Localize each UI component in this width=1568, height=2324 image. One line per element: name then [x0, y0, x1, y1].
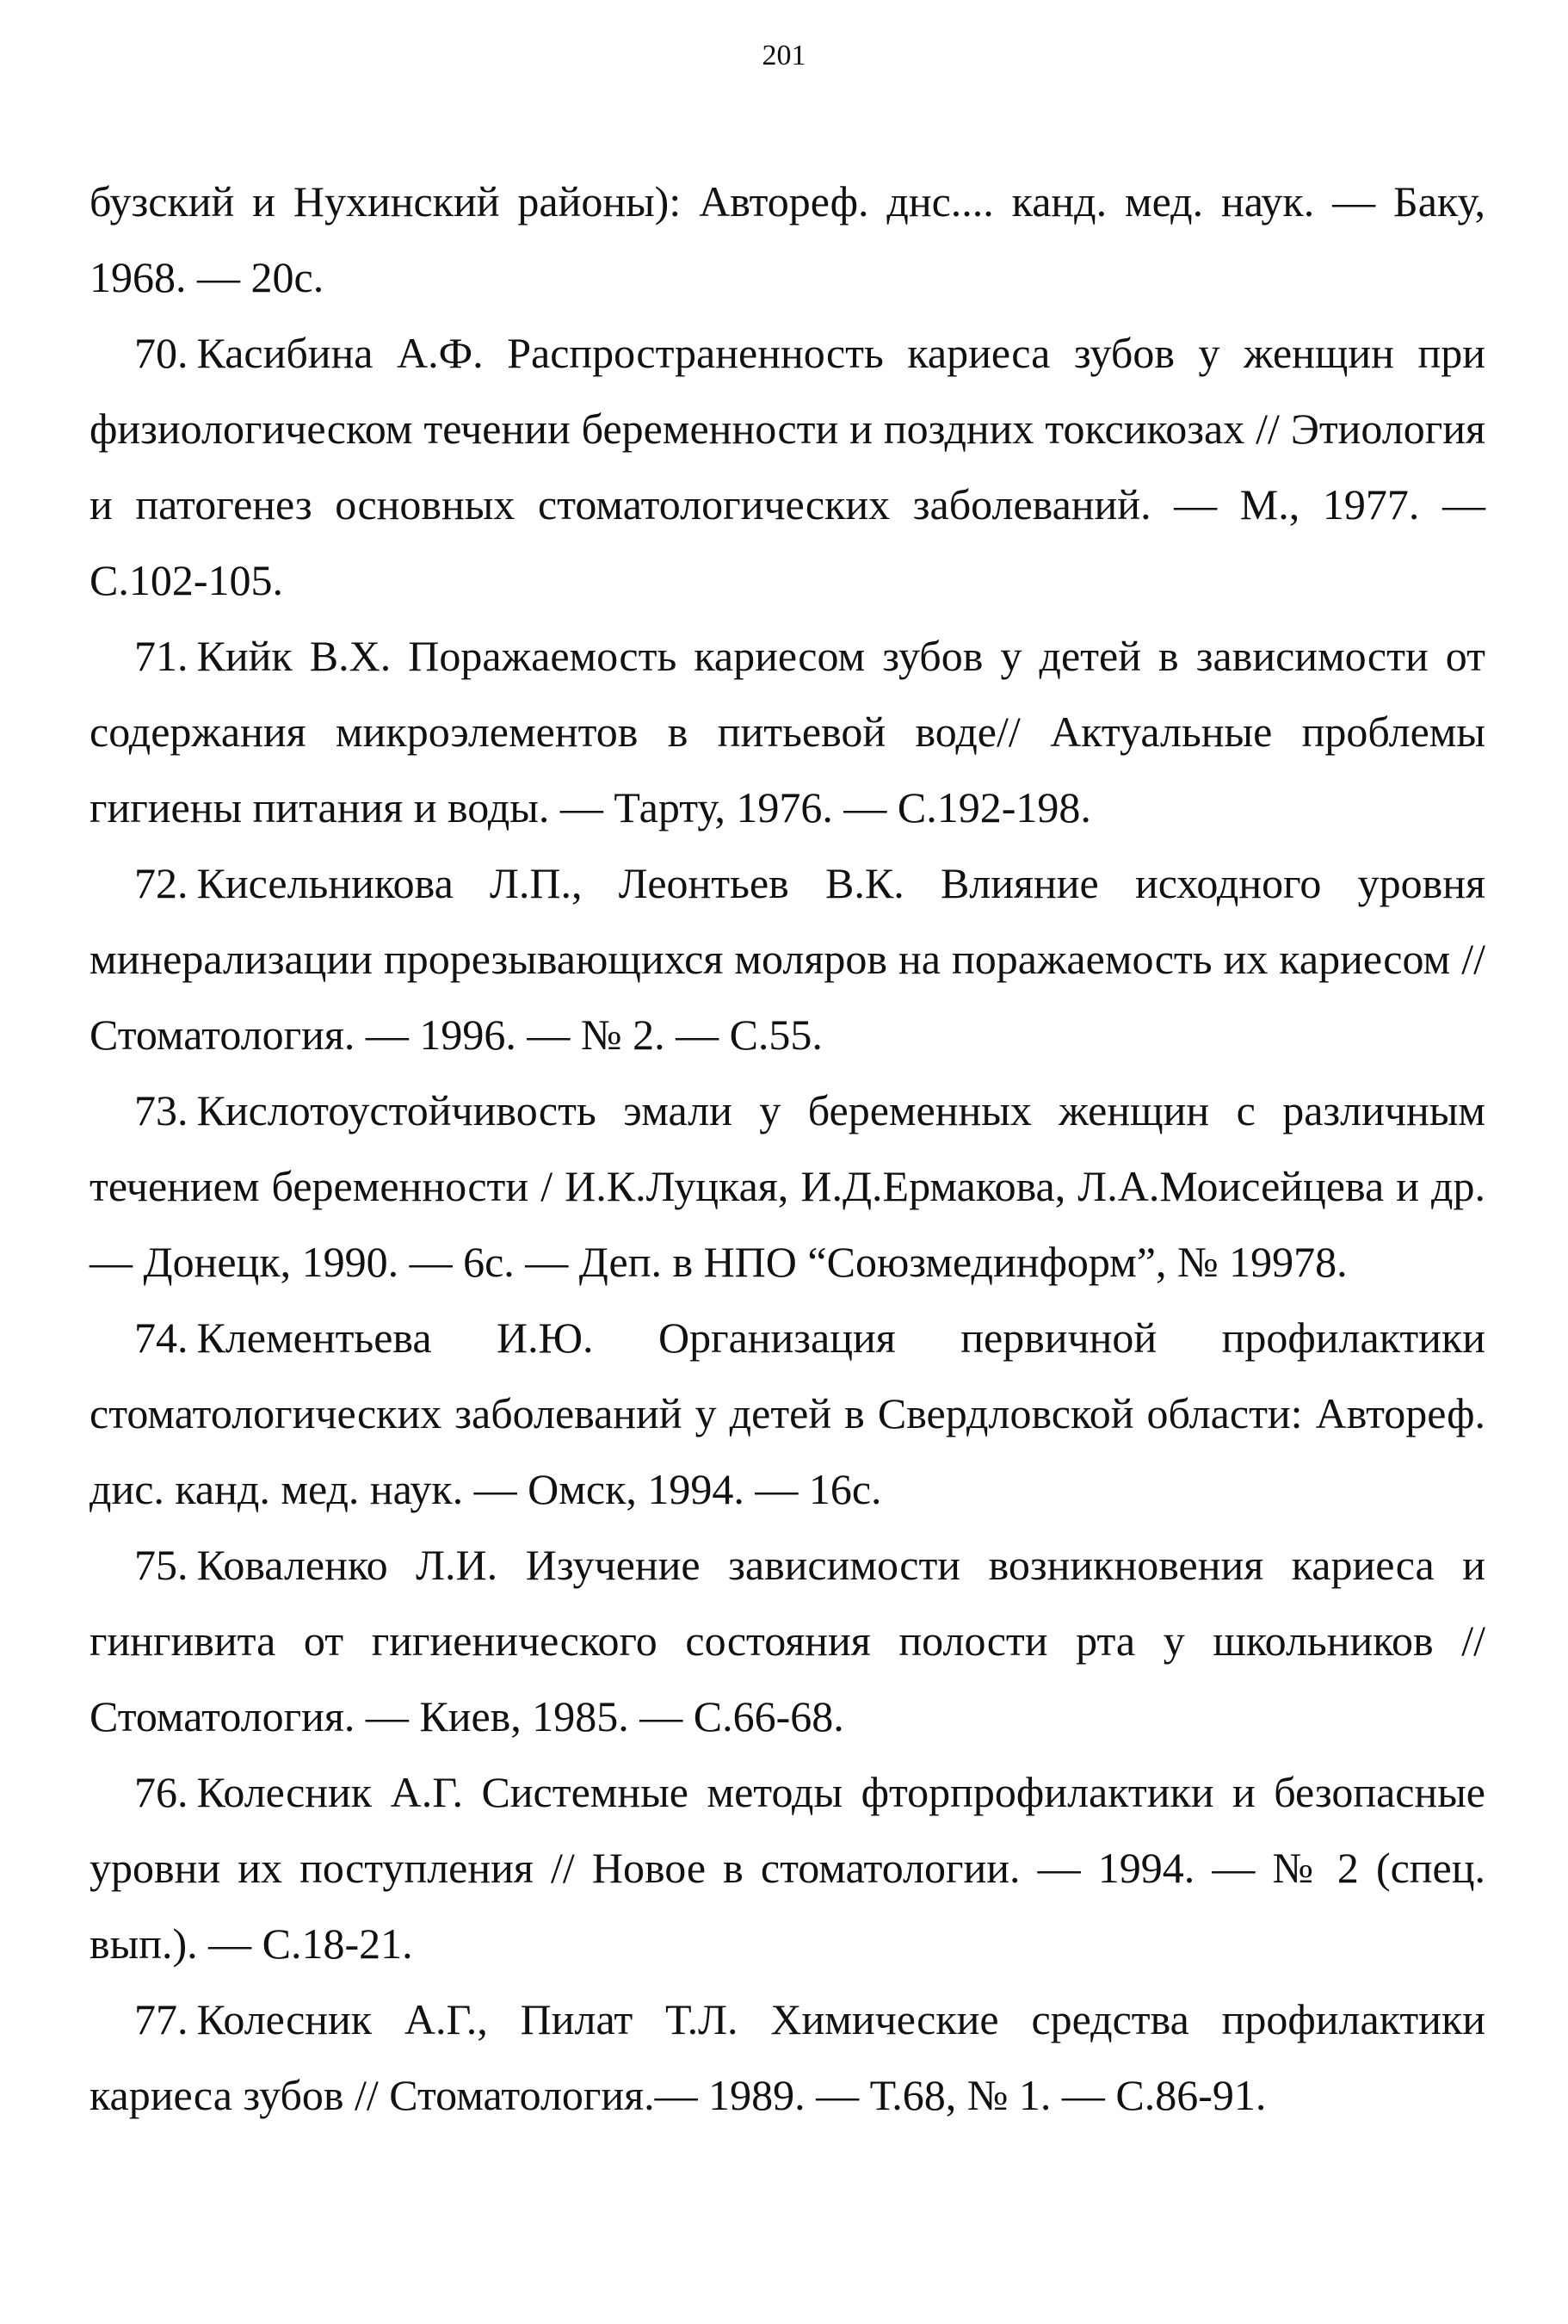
bibliography-entry-70 [90, 315, 1485, 618]
bibliography-list [90, 164, 1485, 2133]
entry-number: 72. [134, 859, 188, 907]
page-number: 201 [762, 40, 806, 71]
entry-number: 77. [134, 1995, 188, 2043]
entry-number: 74. [134, 1313, 188, 1362]
entry-number: 70. [134, 329, 188, 377]
bibliography-entry-72 [90, 845, 1485, 1072]
bibliography-entry-73 [90, 1072, 1485, 1300]
bibliography-entry-74 [90, 1300, 1485, 1527]
entry-number: 73. [134, 1086, 188, 1134]
entry-text: Клементьева И.Ю. Организация первичной профилактики стоматологических заболеваний у детей в Свердловской области: Автореф. дис. канд. мед. наук. — Омск, 1994. — 16с. [90, 1313, 1485, 1513]
entry-text: Кислотоустойчивость эмали у беременных женщин с различным течением беременности / И.К.Луцкая, И.Д.Ермакова, Л.А.Моисейцева и др. — Донецк, 1990. — 6с. — Деп. в НПО “Союзмединформ”, № 19978. [90, 1086, 1485, 1286]
entry-text: Колесник А.Г. Системные методы фторпрофилактики и безопасные уровни их поступления // Новое в стоматологии. — 1994. — № 2 (спец. вып.). — С.18-21. [90, 1768, 1485, 1968]
entry-text: Кисельникова Л.П., Леонтьев В.К. Влияние исходного уровня минерализации прорезывающихся моляров на поражаемость их кариесом // Стоматология. — 1996. — № 2. — С.55. [90, 859, 1485, 1059]
entry-number: 75. [134, 1541, 188, 1589]
entry-text: Касибина А.Ф. Распространенность кариеса зубов у женщин при физиологическом течении беременности и поздних токсикозах // Этиология и патогенез основных стоматологических заболеваний. — М., 1977. — С.102-105. [90, 329, 1485, 604]
bibliography-entry-75 [90, 1527, 1485, 1754]
entry-text: Колесник А.Г., Пилат Т.Л. Химические средства профилактики кариеса зубов // Стоматология.— 1989. — Т.68, № 1. — С.86-91. [90, 1995, 1485, 2119]
continuation-text: бузский и Нухинский районы): Автореф. днс.... канд. мед. наук. — Баку, 1968. — 20с. [90, 177, 1485, 301]
bibliography-entry-77 [90, 1981, 1485, 2133]
bibliography-entry-76 [90, 1754, 1485, 1981]
entry-number: 71. [134, 632, 188, 680]
entry-number: 76. [134, 1768, 188, 1816]
bibliography-entry-71 [90, 618, 1485, 845]
entry-text: Коваленко Л.И. Изучение зависимости возникновения кариеса и гингивита от гигиенического состояния полости рта у школьников // Стоматология. — Киев, 1985. — С.66-68. [90, 1541, 1485, 1740]
entry-text: Кийк В.Х. Поражаемость кариесом зубов у детей в зависимости от содержания микроэлементов в питьевой воде// Актуальные проблемы гигиены питания и воды. — Тарту, 1976. — С.192-198. [90, 632, 1485, 831]
